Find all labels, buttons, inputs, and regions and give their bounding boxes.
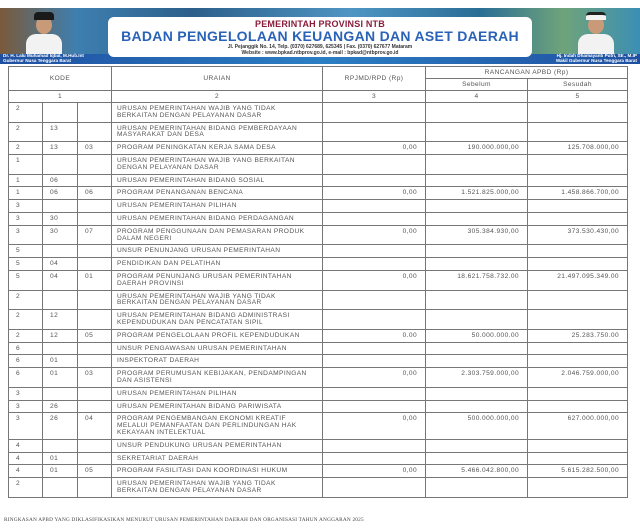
- kode-bidang: 04: [43, 270, 78, 290]
- table-row: [9, 174, 628, 187]
- header-sebelum: Sebelum: [426, 79, 528, 91]
- website: Website : www.bpkad.ntbprov.go.id, e-mail : bpkad@ntbprov.go.id: [241, 50, 399, 56]
- kode-program: [78, 154, 112, 174]
- kode-bidang: 30: [43, 225, 78, 245]
- vice-governor-photo: [574, 12, 618, 56]
- uraian: URUSAN PEMERINTAHAN BIDANG PEMBERDAYAAN MASYARAKAT DAN DESA: [112, 122, 323, 142]
- table-row: [9, 212, 628, 225]
- apbd-table: [8, 66, 628, 498]
- table-row: [9, 355, 628, 368]
- sesudah-value: [528, 245, 628, 258]
- sesudah-value: [528, 478, 628, 498]
- sesudah-value: [528, 290, 628, 310]
- kode-bidang: [43, 478, 78, 498]
- kode-program: [78, 258, 112, 271]
- rpjmd-value: [323, 355, 426, 368]
- rpjmd-value: [323, 342, 426, 355]
- kode-program: 06: [78, 187, 112, 200]
- sebelum-value: [426, 245, 528, 258]
- uraian: UNSUR PENUNJANG URUSAN PEMERINTAHAN: [112, 245, 323, 258]
- sebelum-value: 305.384.930,00: [426, 225, 528, 245]
- governor-name: Dr. H. Lalu Muhamad Iqbal, M.Hub.Int: [3, 53, 84, 58]
- table-row: [9, 187, 628, 200]
- governor-role: Gubernur Nusa Tenggara Barat: [3, 58, 72, 63]
- kode-urusan: 5: [9, 258, 43, 271]
- kode-bidang: 30: [43, 212, 78, 225]
- kode-program: [78, 478, 112, 498]
- sebelum-value: 190.000.000,00: [426, 142, 528, 155]
- kode-bidang: 06: [43, 174, 78, 187]
- kode-urusan: 2: [9, 142, 43, 155]
- sesudah-value: [528, 310, 628, 330]
- rpjmd-value: [323, 452, 426, 465]
- kode-bidang: [43, 342, 78, 355]
- uraian: URUSAN PEMERINTAHAN BIDANG PERDAGANGAN: [112, 212, 323, 225]
- rpjmd-value: [323, 212, 426, 225]
- rpjmd-value: 0.00: [323, 329, 426, 342]
- sebelum-value: 500.000.000,00: [426, 413, 528, 439]
- sesudah-value: [528, 122, 628, 142]
- rpjmd-value: [323, 200, 426, 213]
- uraian: URUSAN PEMERINTAHAN PILIHAN: [112, 387, 323, 400]
- kode-bidang: 26: [43, 400, 78, 413]
- rpjmd-value: 0,00: [323, 368, 426, 388]
- table-row: [9, 342, 628, 355]
- rpjmd-value: 0,00: [323, 270, 426, 290]
- uraian: URUSAN PEMERINTAHAN BIDANG SOSIAL: [112, 174, 323, 187]
- sebelum-value: [426, 310, 528, 330]
- sebelum-value: [426, 387, 528, 400]
- kode-bidang: [43, 154, 78, 174]
- col-number: 3: [323, 91, 426, 103]
- kode-program: [78, 122, 112, 142]
- kode-program: [78, 355, 112, 368]
- kode-urusan: 4: [9, 465, 43, 478]
- rpjmd-value: 0,00: [323, 187, 426, 200]
- kode-bidang: 13: [43, 122, 78, 142]
- rpjmd-value: 0,00: [323, 225, 426, 245]
- kode-urusan: 3: [9, 387, 43, 400]
- kode-bidang: 01: [43, 465, 78, 478]
- sesudah-value: [528, 439, 628, 452]
- kode-urusan: 2: [9, 310, 43, 330]
- kode-program: [78, 200, 112, 213]
- kode-urusan: 3: [9, 212, 43, 225]
- uraian: PENDIDIKAN DAN PELATIHAN: [112, 258, 323, 271]
- kode-urusan: 1: [9, 154, 43, 174]
- header-rancangan: RANCANGAN APBD (Rp): [426, 67, 628, 79]
- table-row: [9, 329, 628, 342]
- table-row: [9, 103, 628, 123]
- kode-urusan: 4: [9, 452, 43, 465]
- sesudah-value: [528, 387, 628, 400]
- vice-governor-role: Wakil Gubernur Nusa Tenggara Barat: [555, 58, 637, 63]
- uraian: URUSAN PEMERINTAHAN WAJIB YANG BERKAITAN DENGAN PELAYANAN DASAR: [112, 154, 323, 174]
- sebelum-value: [426, 154, 528, 174]
- header-sesudah: Sesudah: [528, 79, 628, 91]
- sebelum-value: [426, 103, 528, 123]
- uraian: URUSAN PEMERINTAHAN WAJIB YANG TIDAK BERKAITAN DENGAN PELAYANAN DASAR: [112, 290, 323, 310]
- kode-urusan: 6: [9, 342, 43, 355]
- governor-caption: [3, 53, 84, 63]
- kode-urusan: 6: [9, 368, 43, 388]
- sebelum-value: [426, 200, 528, 213]
- kode-bidang: [43, 290, 78, 310]
- sebelum-value: [426, 342, 528, 355]
- kode-bidang: 13: [43, 142, 78, 155]
- kode-program: 05: [78, 329, 112, 342]
- sebelum-value: [426, 478, 528, 498]
- rpjmd-value: [323, 122, 426, 142]
- uraian: URUSAN PEMERINTAHAN BIDANG PARIWISATA: [112, 400, 323, 413]
- uraian: PROGRAM PENINGKATAN KERJA SAMA DESA: [112, 142, 323, 155]
- kode-bidang: 04: [43, 258, 78, 271]
- table-row: [9, 478, 628, 498]
- kode-program: [78, 103, 112, 123]
- kode-bidang: [43, 387, 78, 400]
- rpjmd-value: [323, 103, 426, 123]
- kode-urusan: 2: [9, 122, 43, 142]
- uraian: SEKRETARIAT DAERAH: [112, 452, 323, 465]
- kode-bidang: 01: [43, 368, 78, 388]
- kode-bidang: 01: [43, 452, 78, 465]
- table-row: [9, 225, 628, 245]
- address: Jl. Pejanggik No. 14, Telp. (0370) 627689, 625345 | Fax. (0370) 627677 Mataram: [227, 44, 413, 50]
- kode-bidang: 12: [43, 329, 78, 342]
- sebelum-value: [426, 258, 528, 271]
- header-kode: KODE: [9, 67, 112, 91]
- rpjmd-value: [323, 290, 426, 310]
- col-number: 5: [528, 91, 628, 103]
- rpjmd-value: 0,00: [323, 413, 426, 439]
- table-row: [9, 122, 628, 142]
- kode-program: 03: [78, 368, 112, 388]
- kode-program: 04: [78, 413, 112, 439]
- kode-urusan: 3: [9, 225, 43, 245]
- uraian: PROGRAM PENUNJANG URUSAN PEMERINTAHAN DAERAH PROVINSI: [112, 270, 323, 290]
- kode-urusan: 5: [9, 270, 43, 290]
- kode-bidang: 26: [43, 413, 78, 439]
- col-number: 2: [112, 91, 323, 103]
- rpjmd-value: [323, 400, 426, 413]
- sebelum-value: 1.521.825.000,00: [426, 187, 528, 200]
- sesudah-value: [528, 400, 628, 413]
- sesudah-value: [528, 212, 628, 225]
- kode-urusan: 1: [9, 174, 43, 187]
- letterhead-title-box: [108, 17, 532, 57]
- sesudah-value: [528, 355, 628, 368]
- sebelum-value: [426, 439, 528, 452]
- col-number: 4: [426, 91, 528, 103]
- table-row: [9, 200, 628, 213]
- kode-urusan: 1: [9, 187, 43, 200]
- kode-bidang: [43, 103, 78, 123]
- sebelum-value: [426, 290, 528, 310]
- uraian: PROGRAM PERUMUSAN KEBIJAKAN, PENDAMPINGAN DAN ASISTENSI: [112, 368, 323, 388]
- sebelum-value: 50.000.000.00: [426, 329, 528, 342]
- kode-urusan: 3: [9, 413, 43, 439]
- uraian: PROGRAM PENANGANAN BENCANA: [112, 187, 323, 200]
- vice-governor-caption: [556, 53, 637, 63]
- agency-title: BADAN PENGELOLAAN KEUANGAN DAN ASET DAERAH: [121, 28, 519, 44]
- sebelum-value: [426, 400, 528, 413]
- kode-bidang: [43, 200, 78, 213]
- sesudah-value: [528, 258, 628, 271]
- sesudah-value: 21.497.095.349.00: [528, 270, 628, 290]
- uraian: URUSAN PEMERINTAHAN WAJIB YANG TIDAK BERKAITAN DENGAN PELAYANAN DASAR: [112, 103, 323, 123]
- kode-urusan: 3: [9, 400, 43, 413]
- uraian: PROGRAM FASILITASI DAN KOORDINASI HUKUM: [112, 465, 323, 478]
- sesudah-value: [528, 103, 628, 123]
- sebelum-value: 5.466.042.800,00: [426, 465, 528, 478]
- rpjmd-value: 0,00: [323, 142, 426, 155]
- uraian: INSPEKTORAT DAERAH: [112, 355, 323, 368]
- rpjmd-value: [323, 387, 426, 400]
- kode-program: [78, 387, 112, 400]
- rpjmd-value: [323, 439, 426, 452]
- header-uraian: URAIAN: [112, 67, 323, 91]
- sesudah-value: [528, 342, 628, 355]
- kode-bidang: [43, 245, 78, 258]
- sebelum-value: [426, 174, 528, 187]
- kode-program: 01: [78, 270, 112, 290]
- sesudah-value: 373.530.430,00: [528, 225, 628, 245]
- kode-program: [78, 342, 112, 355]
- rpjmd-value: [323, 478, 426, 498]
- kode-urusan: 2: [9, 103, 43, 123]
- uraian: URUSAN PEMERINTAHAN WAJIB YANG TIDAK BERKAITAN DENGAN PELAYANAN DASAR: [112, 478, 323, 498]
- uraian: URUSAN PEMERINTAHAN BIDANG ADMINISTRASI KEPENDUDUKAN DAN PENCATATAN SIPIL: [112, 310, 323, 330]
- table-row: [9, 142, 628, 155]
- table-row: [9, 290, 628, 310]
- table-body: [9, 103, 628, 498]
- rpjmd-value: [323, 174, 426, 187]
- sebelum-value: [426, 212, 528, 225]
- sesudah-value: [528, 174, 628, 187]
- sesudah-value: [528, 154, 628, 174]
- kode-program: [78, 245, 112, 258]
- sesudah-value: 5.615.282.500,00: [528, 465, 628, 478]
- kode-urusan: 5: [9, 245, 43, 258]
- kode-program: 05: [78, 465, 112, 478]
- table-row: [9, 154, 628, 174]
- rpjmd-value: [323, 310, 426, 330]
- sebelum-value: [426, 452, 528, 465]
- header-rpjmd: RPJMD/RPD (Rp): [323, 67, 426, 91]
- uraian: PROGRAM PENGEMBANGAN EKONOMI KREATIF MELALUI PEMANFAATAN DAN PERLINDUNGAN HAK KEKAYAAN INTELEKTUAL: [112, 413, 323, 439]
- table-row: [9, 400, 628, 413]
- sebelum-value: [426, 122, 528, 142]
- rpjmd-value: [323, 245, 426, 258]
- government-title: PEMERINTAH PROVINSI NTB: [255, 19, 385, 29]
- table-row: [9, 368, 628, 388]
- kode-program: 03: [78, 142, 112, 155]
- kode-bidang: 12: [43, 310, 78, 330]
- footer-caption: RINGKASAN APBD YANG DIKLASIFIKASIKAN MENURUT URUSAN PEMERINTAHAN DAERAH DAN ORGANISASI TAHUN ANGGARAN 2025: [4, 517, 364, 523]
- kode-urusan: 2: [9, 478, 43, 498]
- table-row: [9, 387, 628, 400]
- kode-bidang: 06: [43, 187, 78, 200]
- sebelum-value: [426, 355, 528, 368]
- uraian: UNSUR PENDUKUNG URUSAN PEMERINTAHAN: [112, 439, 323, 452]
- sebelum-value: 18.621.758.732.00: [426, 270, 528, 290]
- letterhead-banner: [0, 8, 640, 64]
- table-row: [9, 439, 628, 452]
- sesudah-value: 1.458.866.700,00: [528, 187, 628, 200]
- table-row: [9, 270, 628, 290]
- sesudah-value: 2.046.759.000,00: [528, 368, 628, 388]
- rpjmd-value: [323, 258, 426, 271]
- rpjmd-value: 0,00: [323, 465, 426, 478]
- table-row: [9, 258, 628, 271]
- sesudah-value: 25.283.750.00: [528, 329, 628, 342]
- kode-bidang: [43, 439, 78, 452]
- kode-program: [78, 452, 112, 465]
- sesudah-value: [528, 200, 628, 213]
- uraian: URUSAN PEMERINTAHAN PILIHAN: [112, 200, 323, 213]
- table-row: [9, 465, 628, 478]
- uraian: UNSUR PENGAWASAN URUSAN PEMERINTAHAN: [112, 342, 323, 355]
- table-row: [9, 413, 628, 439]
- table-row: [9, 452, 628, 465]
- kode-program: [78, 310, 112, 330]
- kode-urusan: 3: [9, 200, 43, 213]
- kode-program: [78, 400, 112, 413]
- vice-governor-name: Hj. Indah Dhamayanti Putri, SE., M.IP: [556, 53, 637, 58]
- governor-photo: [22, 12, 66, 56]
- kode-urusan: 4: [9, 439, 43, 452]
- kode-bidang: 01: [43, 355, 78, 368]
- kode-program: [78, 212, 112, 225]
- col-number: 1: [9, 91, 112, 103]
- uraian: PROGRAM PENGGUNAAN DAN PEMASARAN PRODUK DALAM NEGERI: [112, 225, 323, 245]
- sesudah-value: 125.708.000,00: [528, 142, 628, 155]
- table-row: [9, 310, 628, 330]
- sesudah-value: [528, 452, 628, 465]
- uraian: PROGRAM PENGELOLAAN PROFIL KEPENDUDUKAN: [112, 329, 323, 342]
- kode-program: [78, 439, 112, 452]
- kode-program: [78, 174, 112, 187]
- kode-urusan: 2: [9, 329, 43, 342]
- kode-urusan: 2: [9, 290, 43, 310]
- kode-program: [78, 290, 112, 310]
- kode-program: 07: [78, 225, 112, 245]
- sesudah-value: 627.000.000,00: [528, 413, 628, 439]
- sebelum-value: 2.303.759.000,00: [426, 368, 528, 388]
- kode-urusan: 6: [9, 355, 43, 368]
- table-row: [9, 245, 628, 258]
- rpjmd-value: [323, 154, 426, 174]
